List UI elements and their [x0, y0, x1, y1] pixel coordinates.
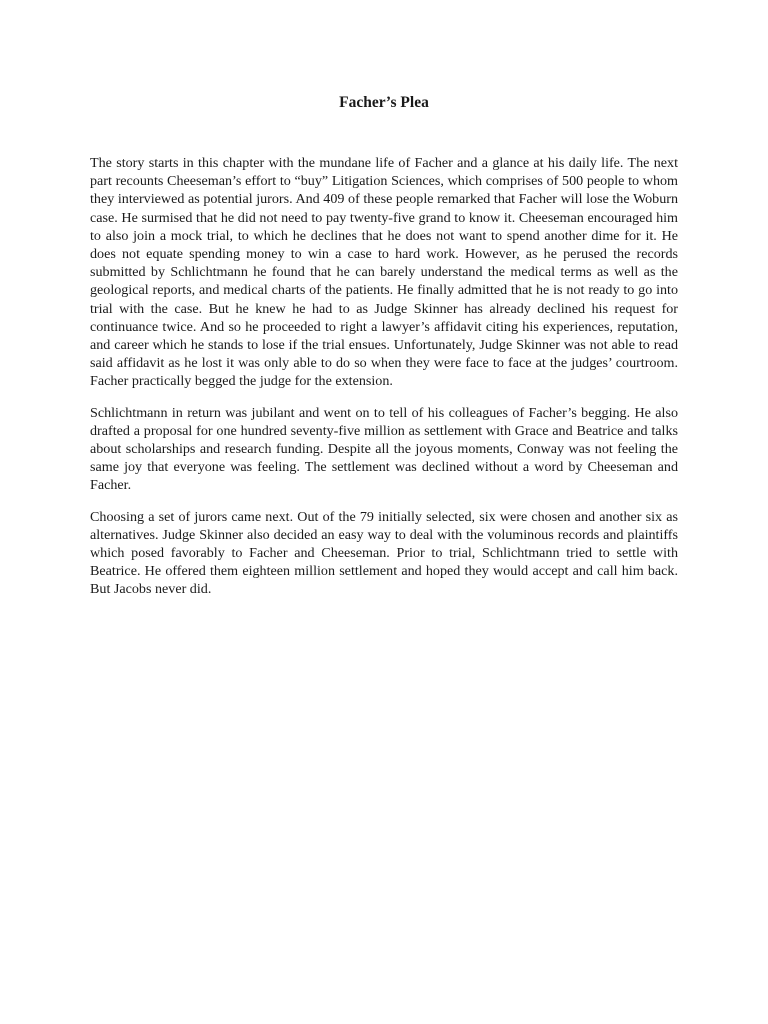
document-title: Facher’s Plea [339, 94, 429, 111]
document-body [90, 154, 678, 612]
paragraph-3: Choosing a set of jurors came next. Out of the 79 initially selected, six were chosen and another six as alternatives. Judge Skinner also decided an easy way to deal with the voluminous records and plaintiffs which posed favorably to Facher and Cheeseman. Prior to trial, Schlichtmann tried to settle with Beatrice. He offered them eighteen million settlement and hoped they would accept and call him back. But Jacobs never did. [90, 508, 678, 598]
paragraph-2: Schlichtmann in return was jubilant and went on to tell of his colleagues of Facher’s begging. He also drafted a proposal for one hundred seventy-five million as settlement with Grace and Beatrice and talks about scholarships and research funding. Despite all the joyous moments, Conway was not feeling the same joy that everyone was feeling. The settlement was declined without a word by Cheeseman and Facher. [90, 404, 678, 494]
paragraph-1: The story starts in this chapter with the mundane life of Facher and a glance at his daily life. The next part recounts Cheeseman’s effort to “buy” Litigation Sciences, which comprises of 500 people to whom they interviewed as potential jurors. And 409 of these people remarked that Facher will lose the Woburn case. He surmised that he did not need to pay twenty-five grand to know it. Cheeseman encouraged him to also join a mock trial, to which he declines that he does not want to spend another dime for it. He does not equate spending money to win a case to hard work. However, as he perused the records submitted by Schlichtmann he found that he can barely understand the medical terms as well as the geological reports, and medical charts of the patients. He finally admitted that he is not ready to go into trial with the case. But he knew he had to as Judge Skinner has already declined his request for continuance twice. And so he proceeded to right a lawyer’s affidavit citing his experiences, reputation, and career which he stands to lose if the trial ensues. Unfortunately, Judge Skinner was not able to read said affidavit as he lost it was only able to do so when they were face to face at the judges’ courtroom. Facher practically begged the judge for the extension. [90, 155, 678, 390]
